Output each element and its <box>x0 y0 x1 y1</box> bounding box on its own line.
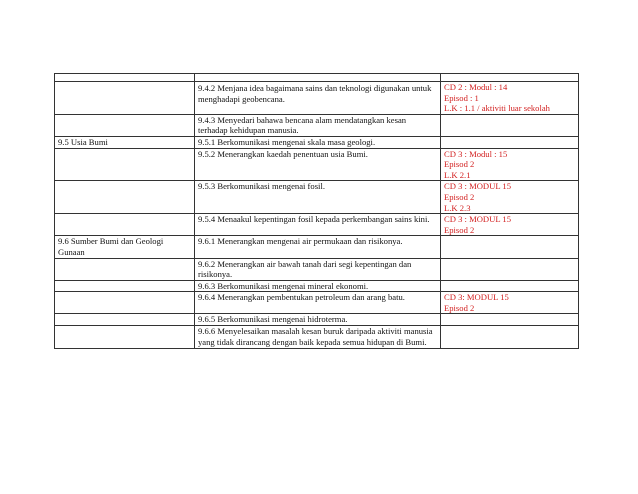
topic-cell <box>55 148 195 181</box>
table-row <box>55 136 579 148</box>
reference-line: Episod 2 <box>444 224 475 235</box>
topic-cell <box>55 292 195 314</box>
table-row <box>55 314 579 326</box>
table-row <box>55 236 579 258</box>
reference-cell <box>441 74 579 82</box>
reference-line: Episod : 1 <box>444 92 479 103</box>
standard-cell: 9.6.2 Menerangkan air bawah tanah dari segi kepentingan dan risikonya. <box>195 258 441 280</box>
topic-cell <box>55 82 195 115</box>
standard-cell <box>195 74 441 82</box>
topic-cell <box>55 280 195 292</box>
table-row <box>55 148 579 181</box>
standard-cell: 9.6.6 Menyelesaikan masalah kesan buruk daripada aktiviti manusia yang tidak dirancang dengan baik kepada semua hidupan di Bumi. <box>195 326 441 349</box>
reference-line: L.K 2.3 <box>444 202 471 213</box>
topic-cell <box>55 114 195 136</box>
topic-cell: 9.5 Usia Bumi <box>55 136 195 148</box>
topic-cell <box>55 74 195 82</box>
reference-cell <box>441 114 579 136</box>
reference-cell <box>441 214 579 236</box>
reference-line: CD 3 : MODUL 15 <box>444 181 511 192</box>
topic-cell <box>55 258 195 280</box>
table-row <box>55 181 579 214</box>
reference-line: L.K 2.1 <box>444 169 471 180</box>
reference-line: Episod 2 <box>444 159 475 170</box>
reference-cell <box>441 326 579 349</box>
reference-cell <box>441 280 579 292</box>
standard-cell: 9.4.2 Menjana idea bagaimana sains dan teknologi digunakan untuk menghadapi geobencana. <box>195 82 441 115</box>
reference-line: Episod 2 <box>444 191 475 202</box>
reference-line: CD 3: MODUL 15 <box>444 292 509 303</box>
reference-line: Episod 2 <box>444 302 475 313</box>
standard-cell: 9.5.2 Menerangkan kaedah penentuan usia Bumi. <box>195 148 441 181</box>
curriculum-table <box>54 73 579 349</box>
reference-line: L.K : 1.1 / aktiviti luar sekolah <box>444 103 550 114</box>
standard-cell: 9.6.5 Berkomunikasi mengenai hidroterma. <box>195 314 441 326</box>
standard-cell: 9.5.1 Berkomunikasi mengenai skala masa geologi. <box>195 136 441 148</box>
reference-cell <box>441 136 579 148</box>
topic-cell <box>55 314 195 326</box>
reference-cell <box>441 236 579 258</box>
standard-cell: 9.5.4 Menaakul kepentingan fosil kepada perkembangan sains kini. <box>195 214 441 236</box>
standard-cell: 9.6.3 Berkomunikasi mengenai mineral ekonomi. <box>195 280 441 292</box>
table-row <box>55 280 579 292</box>
topic-cell <box>55 326 195 349</box>
table-row-blank <box>55 74 579 82</box>
reference-cell <box>441 181 579 214</box>
table-row <box>55 214 579 236</box>
standard-cell: 9.6.4 Menerangkan pembentukan petroleum dan arang batu. <box>195 292 441 314</box>
reference-cell <box>441 258 579 280</box>
reference-line: CD 3 : MODUL 15 <box>444 214 511 225</box>
table-row <box>55 326 579 349</box>
standard-cell: 9.4.3 Menyedari bahawa bencana alam mendatangkan kesan terhadap kehidupan manusia. <box>195 114 441 136</box>
reference-cell <box>441 314 579 326</box>
standard-cell: 9.5.3 Berkomunikasi mengenai fosil. <box>195 181 441 214</box>
reference-cell <box>441 292 579 314</box>
topic-cell <box>55 181 195 214</box>
reference-cell <box>441 148 579 181</box>
topic-cell: 9.6 Sumber Bumi dan Geologi Gunaan <box>55 236 195 258</box>
table-row <box>55 114 579 136</box>
reference-cell <box>441 82 579 115</box>
table-row <box>55 82 579 115</box>
table-row <box>55 258 579 280</box>
reference-line: CD 3 : Modul : 15 <box>444 148 508 159</box>
table-row <box>55 292 579 314</box>
reference-line: CD 2 : Modul : 14 <box>444 82 508 92</box>
topic-cell <box>55 214 195 236</box>
standard-cell: 9.6.1 Menerangkan mengenai air permukaan dan risikonya. <box>195 236 441 258</box>
